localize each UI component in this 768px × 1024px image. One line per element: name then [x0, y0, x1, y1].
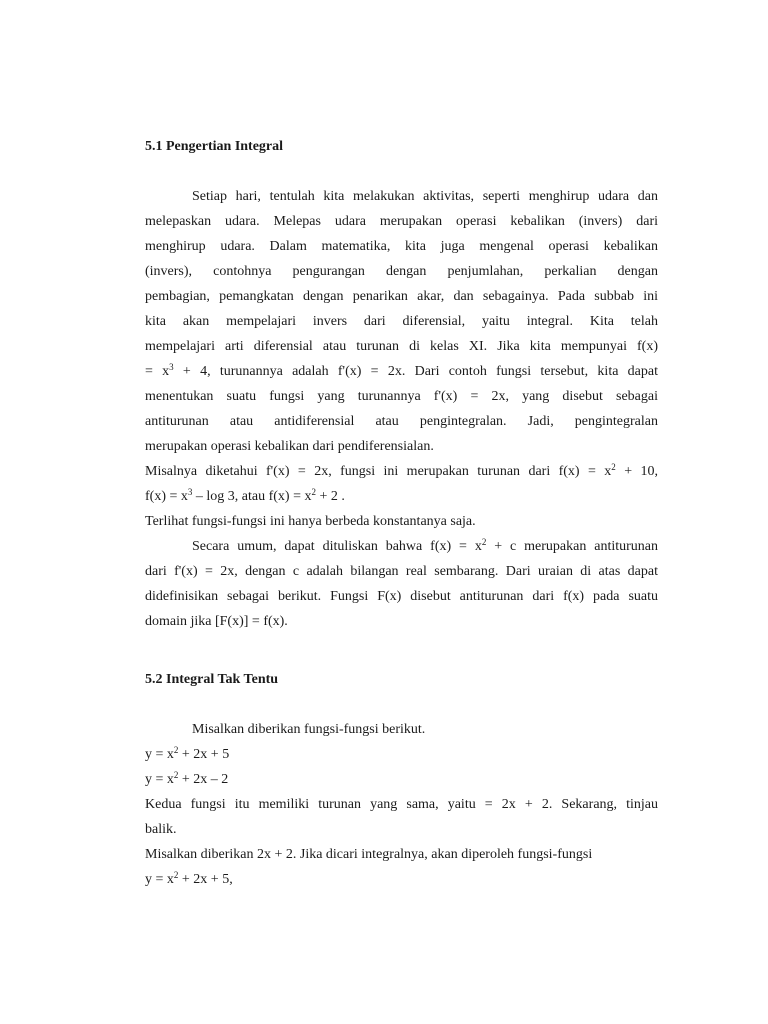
text-segment: + c merupakan antiturunan	[486, 539, 659, 554]
text-line: didefinisikan sebagai berikut. Fungsi F(x) disebut antiturunan dari f(x) pada suatu	[145, 589, 658, 604]
paragraph-misalnya	[145, 459, 658, 509]
paragraph-misalkan-intro: Misalkan diberikan fungsi-fungsi berikut.	[192, 722, 426, 737]
paragraph-misalkan-diberikan: Misalkan diberikan 2x + 2. Jika dicari integralnya, akan diperoleh fungsi-fungsi	[145, 847, 593, 862]
text-segment: + 10,	[615, 464, 658, 479]
text-segment: + 4, turunannya adalah f'(x) = 2x. Dari contoh fungsi tersebut, kita dapat	[173, 364, 658, 379]
section-heading-5-1: 5.1 Pengertian Integral	[145, 139, 284, 154]
text-line-equation	[145, 534, 658, 559]
text-line-equation	[145, 459, 658, 484]
text-line-equation	[145, 484, 658, 509]
text-segment: Secara umum, dapat dituliskan bahwa f(x) = x	[192, 539, 482, 554]
superscript: 2	[611, 462, 616, 472]
paragraph-pengertian	[145, 184, 658, 459]
text-line: (invers), contohnya pengurangan dengan penjumlahan, perkalian dengan	[145, 264, 658, 279]
text-line: Kedua fungsi itu memiliki turunan yang sama, yaitu = 2x + 2. Sekarang, tinjau	[145, 797, 658, 812]
superscript: 2	[173, 770, 179, 780]
superscript: 2	[173, 870, 179, 880]
text-line: antiturunan atau antidiferensial atau pengintegralan. Jadi, pengintegralan	[145, 414, 658, 429]
text-line: balik.	[145, 822, 177, 837]
superscript: 2	[311, 487, 316, 497]
text-line: dari f'(x) = 2x, dengan c adalah bilangan real sembarang. Dari uraian di atas dapat	[145, 564, 658, 579]
text-line-equation	[145, 359, 658, 384]
text-segment: + 2x + 5	[178, 747, 230, 762]
text-line: menentukan suatu fungsi yang turunannya f'(x) = 2x, yang disebut sebagai	[145, 389, 658, 404]
superscript: 2	[481, 537, 487, 547]
equation-line	[145, 767, 658, 792]
text-line: menghirup udara. Dalam matematika, kita juga mengenal operasi kebalikan	[145, 239, 658, 254]
text-line: mempelajari arti diferensial atau turunan di kelas XI. Jika kita mempunyai f(x)	[145, 339, 658, 354]
superscript: 2	[173, 745, 179, 755]
text-segment: y = x	[145, 747, 174, 762]
paragraph-terlihat: Terlihat fungsi-fungsi ini hanya berbeda konstantanya saja.	[145, 514, 476, 529]
superscript: 3	[187, 487, 193, 497]
text-segment: = x	[145, 364, 170, 379]
section-heading-5-2: 5.2 Integral Tak Tentu	[145, 672, 279, 687]
text-line: domain jika [F(x)] = f(x).	[145, 614, 288, 629]
document-content	[145, 134, 658, 892]
superscript: 3	[169, 362, 174, 372]
text-segment: + 2x – 2	[178, 772, 229, 787]
text-segment: y = x	[145, 872, 174, 887]
text-line: Setiap hari, tentulah kita melakukan aktivitas, seperti menghirup udara dan	[192, 189, 658, 204]
text-segment: Misalnya diketahui f'(x) = 2x, fungsi ini merupakan turunan dari f(x) = x	[145, 464, 612, 479]
text-line: merupakan operasi kebalikan dari pendiferensialan.	[145, 439, 434, 454]
paragraph-secara-umum	[145, 534, 658, 634]
text-segment: – log 3, atau f(x) = x	[192, 489, 312, 504]
text-line: melepaskan udara. Melepas udara merupakan operasi kebalikan (invers) dari	[145, 214, 658, 229]
text-line: pembagian, pemangkatan dengan penarikan akar, dan sebagainya. Pada subbab ini	[145, 289, 658, 304]
paragraph-kedua-fungsi	[145, 792, 658, 842]
text-line: kita akan mempelajari invers dari diferensial, yaitu integral. Kita telah	[145, 314, 658, 329]
equation-line	[145, 742, 658, 767]
equation-line	[145, 867, 658, 892]
text-segment: + 2 .	[315, 489, 345, 504]
text-segment: f(x) = x	[145, 489, 188, 504]
text-segment: + 2x + 5,	[178, 872, 233, 887]
text-segment: y = x	[145, 772, 174, 787]
